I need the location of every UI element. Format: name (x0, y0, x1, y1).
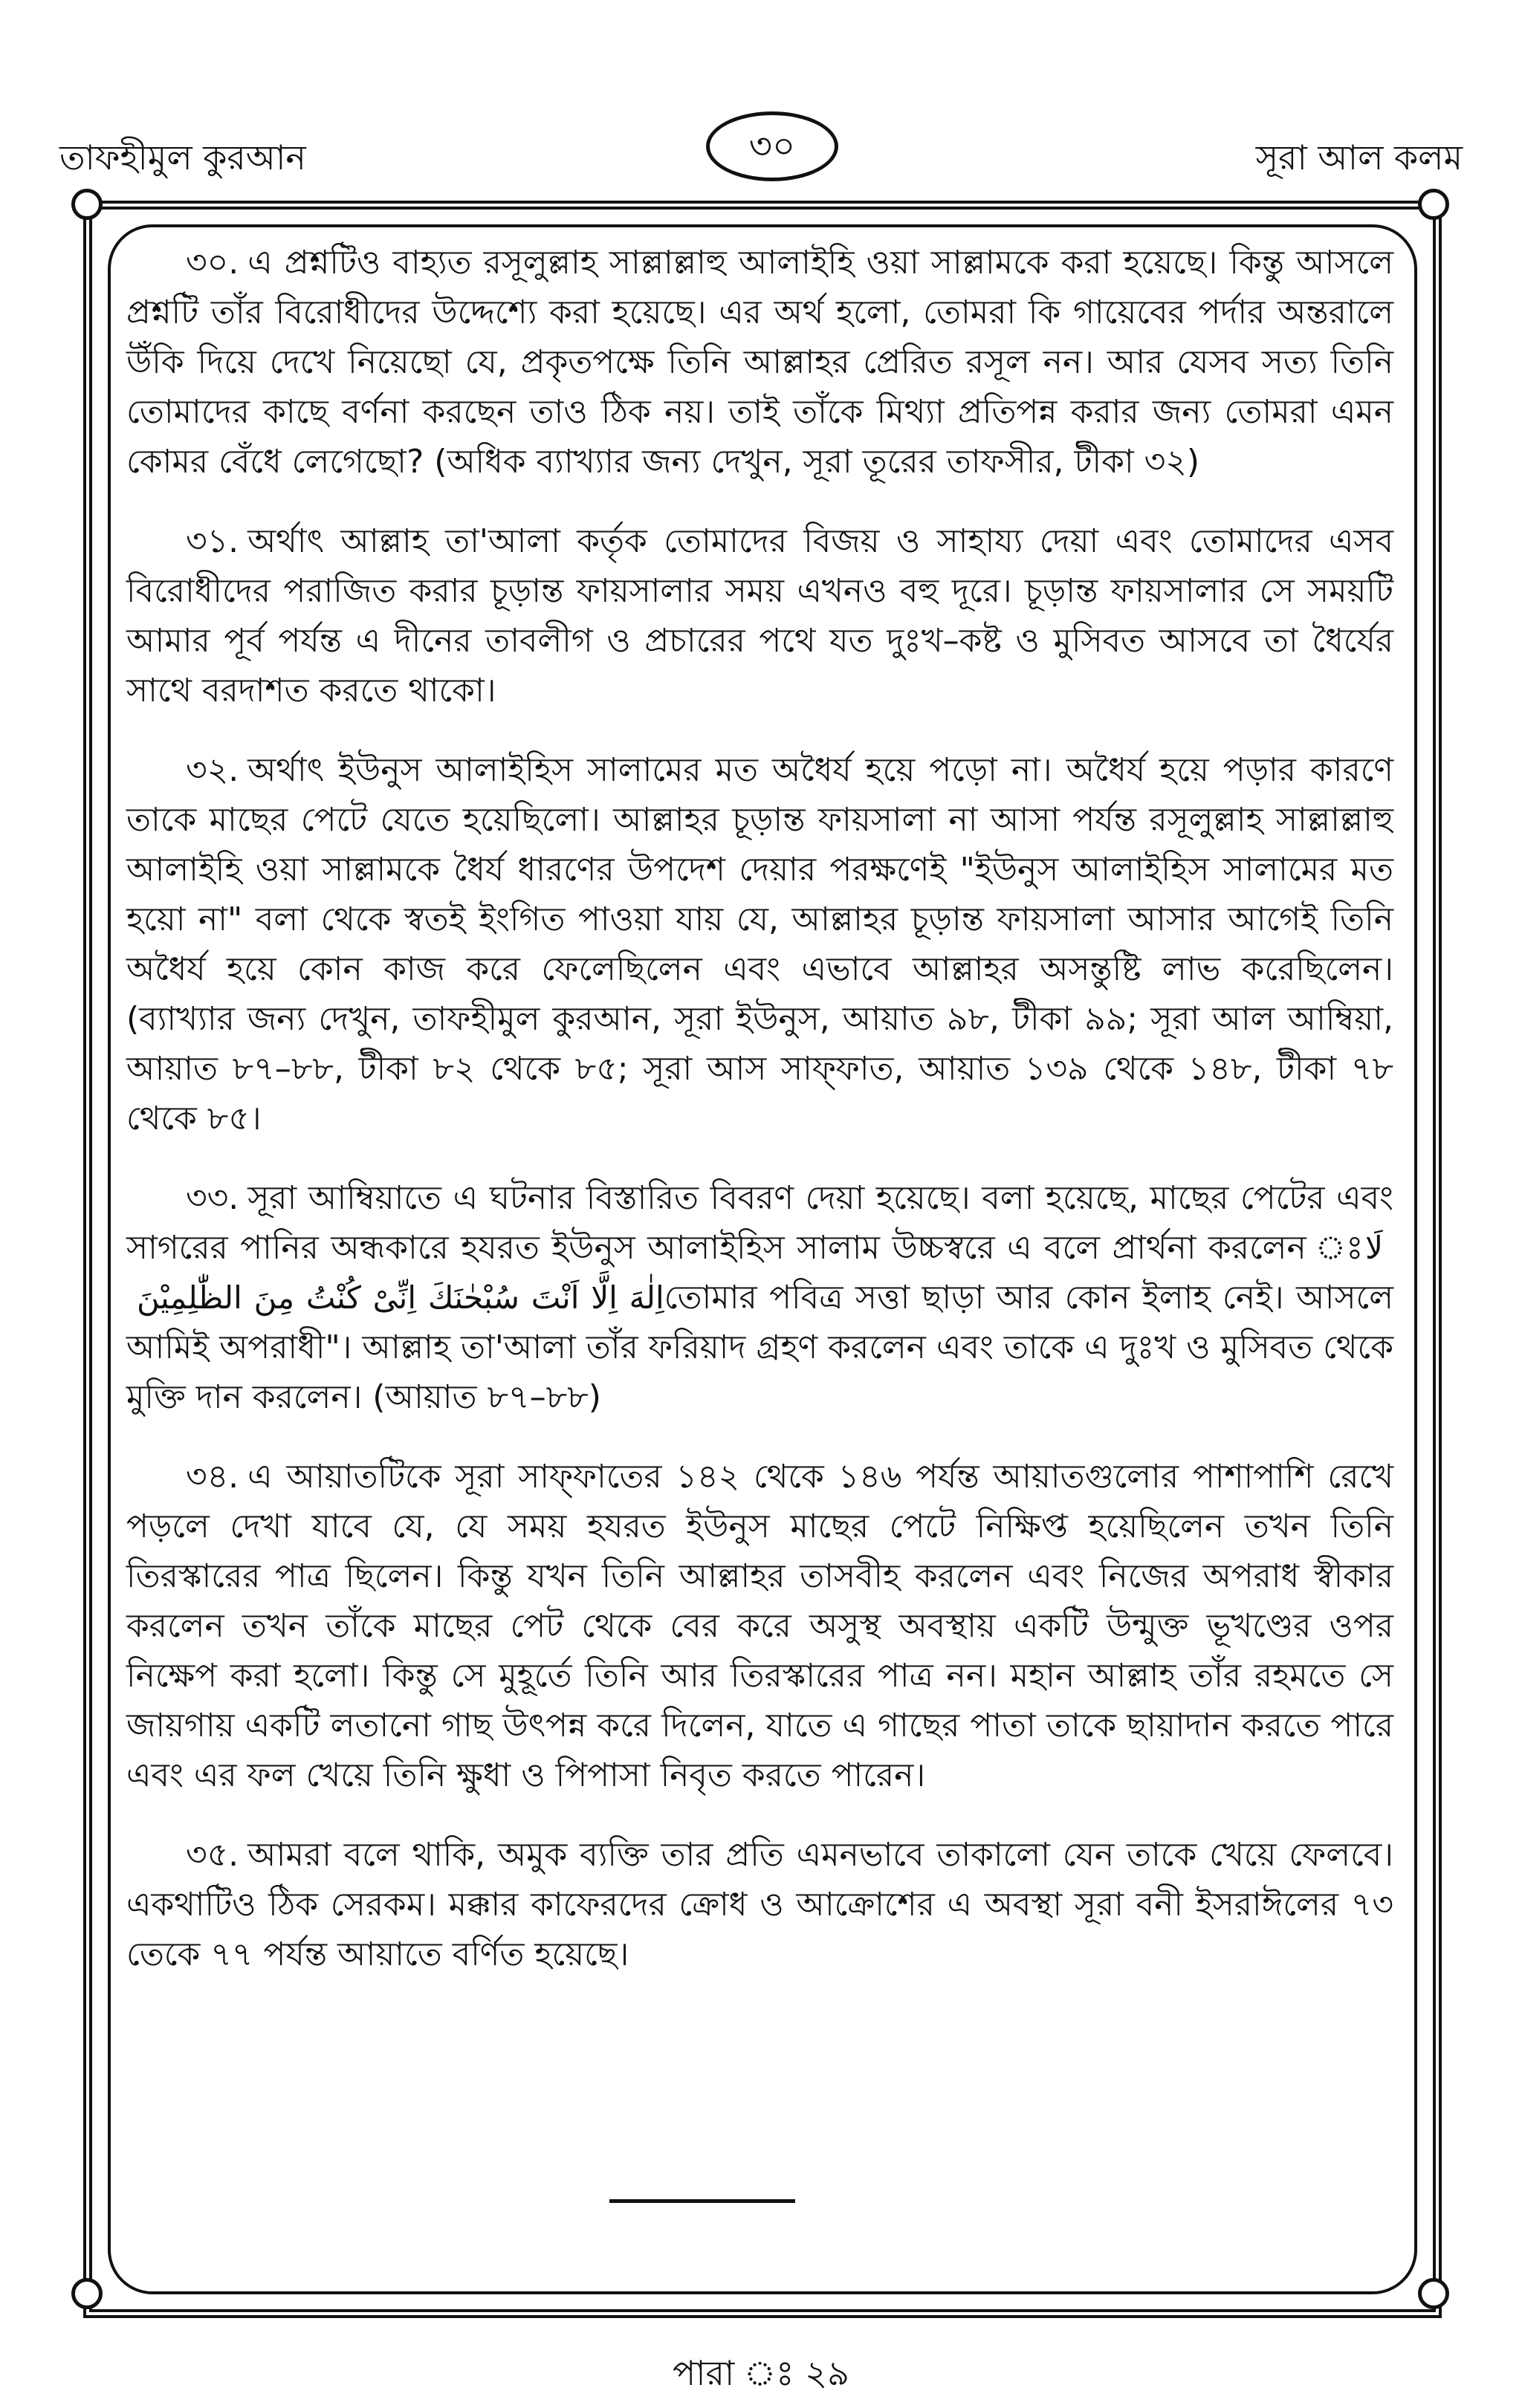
surah-name: সূরা আল কলম (1255, 137, 1463, 178)
note-number: ৩২. (186, 751, 239, 789)
commentary-notes (126, 238, 1393, 2259)
running-head (59, 111, 1463, 193)
section-end-rule (609, 2199, 795, 2203)
note-34 (126, 1452, 1393, 1800)
note-32 (126, 745, 1393, 1143)
note-33 (126, 1173, 1393, 1422)
note-number: ৩৪. (186, 1458, 239, 1496)
book-title: তাফহীমুল কুরআন (59, 137, 306, 178)
corner-ornament (1418, 2278, 1449, 2309)
note-text: অর্থাৎ ইউনুস আলাইহিস সালামের মত অধৈর্য হয়ে পড়ো না। অধৈর্য হয়ে পড়ার কারণে তাকে মাছের পেটে যেতে হয়েছিলো। আল্লাহর চূড়ান্ত ফায়সালা না আসা পর্যন্ত রসূলুল্লাহ সাল্লাল্লাহু আলাইহি ওয়া সাল্লামকে ধৈর্য ধারণের উপদেশ দেয়ার পরক্ষণেই "ইউনুস আলাইহিস সালামের মত হয়ো না" বলা থেকে স্বতই ইংগিত পাওয়া যায় যে, আল্লাহর চূড়ান্ত ফায়সালা আসার আগেই তিনি অধৈর্য হয়ে কোন কাজ করে ফেলেছিলেন এবং এভাবে আল্লাহর অসন্তুষ্টি লাভ করেছিলেন। (ব্যাখ্যার জন্য দেখুন, তাফহীমুল কুরআন, সূরা ইউনুস, আয়াত ৯৮, টীকা ৯৯; সূরা আল আম্বিয়া, আয়াত ৮৭–৮৮, টীকা ৮২ থেকে ৮৫; সূরা আস সাফ্‌ফাত, আয়াত ১৩৯ থেকে ১৪৮, টীকা ৭৮ থেকে ৮৫। (126, 751, 1393, 1138)
note-number: ৩৫. (186, 1836, 239, 1874)
note-text-before: সূরা আম্বিয়াতে এ ঘটনার বিস্তারিত বিবরণ দেয়া হয়েছে। বলা হয়েছে, মাছের পেটের এবং সাগরের পানির অন্ধকারে হযরত ইউনুস আলাইহিস সালাম উচ্চস্বরে এ বলে প্রার্থনা করলেন ঃ (126, 1179, 1393, 1267)
note-text: আমরা বলে থাকি, অমুক ব্যক্তি তার প্রতি এমনভাবে তাকালো যেন তাকে খেয়ে ফেলবে। একথাটিও ঠিক সেরকম। মক্কার কাফেরদের ক্রোধ ও আক্রোশের এ অবস্থা সূরা বনী ইসরাঈলের ৭৩ তেকে ৭৭ পর্যন্ত আয়াতে বর্ণিত হয়েছে। (126, 1836, 1393, 1973)
note-text-after: তোমার পবিত্র সত্তা ছাড়া আর কোন ইলাহ নেই। আসলে আমিই অপরাধী"। আল্লাহ তা'আলা তাঁর ফরিয়াদ গ্রহণ করলেন এবং তাকে এ দুঃখ ও মুসিবত থেকে মুক্তি দান করলেন। (আয়াত ৮৭–৮৮) (126, 1279, 1393, 1416)
note-text: এ প্রশ্নটিও বাহ্যত রসূলুল্লাহ সাল্লাল্লাহু আলাইহি ওয়া সাল্লামকে করা হয়েছে। কিন্তু আসলে প্রশ্নটি তাঁর বিরোধীদের উদ্দেশ্যে করা হয়েছে। এর অর্থ হলো, তোমরা কি গায়েবের পর্দার অন্তরালে উঁকি দিয়ে দেখে নিয়েছো যে, প্রকৃতপক্ষে তিনি আল্লাহর প্রেরিত রসূল নন। আর যেসব সত্য তিনি তোমাদের কাছে বর্ণনা করছেন তাও ঠিক নয়। তাই তাঁকে মিথ্যা প্রতিপন্ন করার জন্য তোমরা এমন কোমর বেঁধে লেগেছো? (অধিক ব্যাখ্যার জন্য দেখুন, সূরা তূরের তাফসীর, টীকা ৩২) (126, 244, 1393, 481)
para-footer: পারা ঃ ২৯ (673, 2353, 849, 2393)
corner-ornament (71, 189, 103, 220)
arabic-prayer: لَا اِلٰهَ اِلَّا اَنْتَ سُبْحٰنَكَ اِنِّىْ كُنْتُ مِنَ الظّٰلِمِيْنَ (137, 1230, 1383, 1316)
note-31 (126, 516, 1393, 715)
corner-ornament (1418, 189, 1449, 220)
page-number: ৩০ (706, 111, 838, 181)
note-text: এ আয়াতটিকে সূরা সাফ্‌ফাতের ১৪২ থেকে ১৪৬ পর্যন্ত আয়াতগুলোর পাশাপাশি রেখে পড়লে দেখা যাবে যে, যে সময় হযরত ইউনুস মাছের পেটে নিক্ষিপ্ত হয়েছিলেন তখন তিনি তিরস্কারের পাত্র ছিলেন। কিন্তু যখন তিনি আল্লাহর তাসবীহ করলেন এবং নিজের অপরাধ স্বীকার করলেন তখন তাঁকে মাছের পেট থেকে বের করে অসুস্থ অবস্থায় একটি উন্মুক্ত ভূখণ্ডের ওপর নিক্ষেপ করা হলো। কিন্তু সে মুহূর্তে তিনি আর তিরস্কারের পাত্র নন। মহান আল্লাহ তাঁর রহমতে সে জায়গায় একটি লতানো গাছ উৎপন্ন করে দিলেন, যাতে এ গাছের পাতা তাকে ছায়াদান করতে পারে এবং এর ফল খেয়ে তিনি ক্ষুধা ও পিপাসা নিবৃত করতে পারেন। (126, 1458, 1393, 1794)
note-number: ৩১. (186, 522, 239, 560)
corner-ornament (71, 2278, 103, 2309)
note-30 (126, 238, 1393, 487)
note-number: ৩০. (186, 244, 239, 282)
note-35 (126, 1830, 1393, 1979)
note-text: অর্থাৎ আল্লাহ তা'আলা কর্তৃক তোমাদের বিজয় ও সাহায্য দেয়া এবং তোমাদের এসব বিরোধীদের পরাজিত করার চূড়ান্ত ফায়সালার সময় এখনও বহু দূরে। চূড়ান্ত ফায়সালার সে সময়টি আমার পূর্ব পর্যন্ত এ দীনের তাবলীগ ও প্রচারের পথে যত দুঃখ–কষ্ট ও মুসিবত আসবে তা ধৈর্যের সাথে বরদাশত করতে থাকো। (126, 522, 1393, 710)
note-number: ৩৩. (186, 1179, 239, 1217)
